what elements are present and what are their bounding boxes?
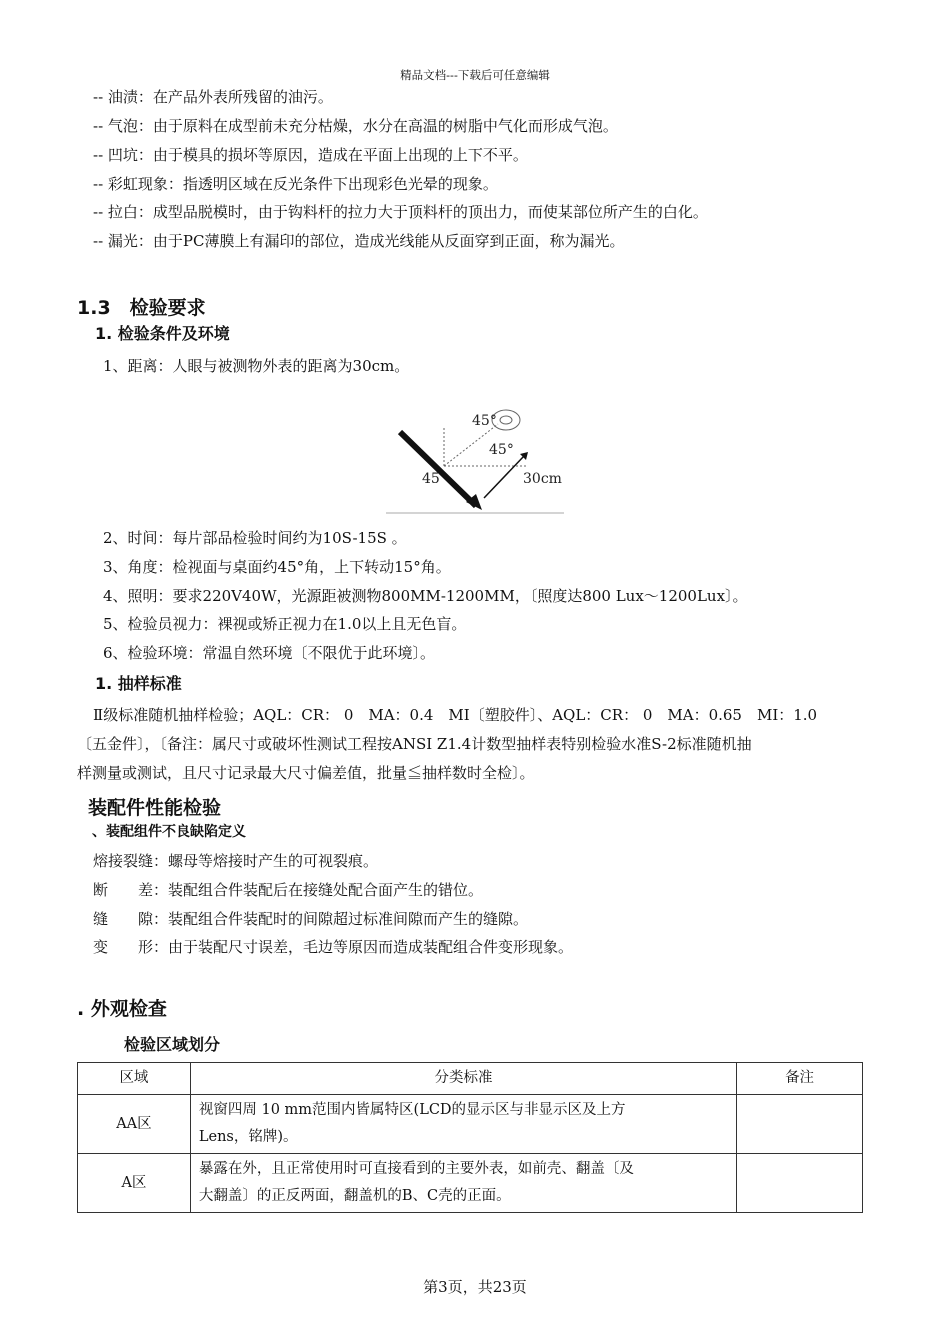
section-title: 1.3 检验要求 — [77, 297, 206, 319]
defect-line: -- 漏光：由于PC薄膜上有漏印的部位，造成光线能从反面穿到正面，称为漏光。 — [93, 232, 625, 250]
inspection-zone-table — [77, 1062, 863, 1213]
diagram-label-left: 45 — [422, 471, 440, 487]
table-row — [78, 1154, 863, 1213]
sampling-text: Ⅱ级标准随机抽样检验；AQL：CR： 0 MA：0.4 MI〔塑胶件〕、AQL：CR： 0 MA：0.65 MI：1.0 — [93, 706, 818, 724]
table-header-row — [78, 1063, 863, 1095]
zone-cell: A区 — [78, 1154, 191, 1213]
defect-line: -- 气泡：由于原料在成型前未充分枯燥，水分在高温的树脂中气化而形成气泡。 — [93, 117, 618, 135]
requirement-item: 1、距离：人眼与被测物外表的距离为30cm。 — [103, 357, 410, 375]
column-header-criteria: 分类标准 — [190, 1063, 736, 1095]
column-header-zone: 区域 — [78, 1063, 191, 1095]
page-footer: 第3页，共23页 — [423, 1278, 527, 1296]
table-row — [78, 1095, 863, 1154]
criteria-line: 暴露在外，且正常使用时可直接看到的主要外表，如前壳、翻盖〔及 — [198, 1161, 634, 1177]
column-header-note: 备注 — [737, 1063, 863, 1095]
requirement-item: 4、照明：要求220V40W，光源距被测物800MM-1200MM，〔照度达800 Lux～1200Lux〕。 — [103, 587, 748, 605]
criteria-line: Lens，铭牌)。 — [198, 1129, 298, 1145]
note-cell — [737, 1095, 863, 1154]
diagram-label-top: 45° — [472, 413, 497, 429]
diagram-label-distance: 30cm — [523, 471, 562, 487]
subsection-title: 1. 检验条件及环境 — [95, 324, 230, 343]
criteria-line: 大翻盖〕的正反两面，翻盖机的B、C壳的正面。 — [198, 1188, 511, 1204]
requirement-item: 3、角度：检视面与桌面约45°角，上下转动15°角。 — [103, 558, 451, 576]
criteria-cell — [190, 1095, 736, 1154]
subsection-title: 1. 抽样标准 — [95, 674, 182, 693]
assembly-defect: 断 差：装配组合件装配后在接缝处配合面产生的错位。 — [93, 881, 484, 899]
requirement-item: 5、检验员视力：裸视或矫正视力在1.0以上且无色盲。 — [103, 615, 467, 633]
section-title: 装配件性能检验 — [88, 797, 222, 819]
viewing-angle-diagram — [386, 398, 576, 518]
requirement-item: 2、时间：每片部品检验时间约为10S-15S 。 — [103, 529, 407, 547]
criteria-line: 视窗四周 10 mm范围内皆属特区(LCD的显示区与非显示区及上方 — [198, 1102, 626, 1118]
zone-cell: AA区 — [78, 1095, 191, 1154]
subsection-title: 、装配组件不良缺陷定义 — [92, 824, 246, 840]
subsection-title: 检验区域划分 — [124, 1035, 221, 1054]
section-title: . 外观检查 — [77, 998, 167, 1020]
sampling-text: 〔五金件〕，〔备注：属尺寸或破坏性测试工程按ANSI Z1.4计数型抽样表特别检验水准S-2标准随机抽 — [77, 735, 752, 753]
diagram-label-mid: 45° — [489, 442, 514, 458]
defect-line: -- 拉白：成型品脱模时，由于钩料杆的拉力大于顶料杆的顶出力，而使某部位所产生的白化。 — [93, 203, 708, 221]
note-cell — [737, 1154, 863, 1213]
assembly-defect: 熔接裂缝：螺母等熔接时产生的可视裂痕。 — [93, 852, 379, 870]
page-header: 精品文档---下载后可任意编辑 — [400, 68, 550, 82]
assembly-defect: 变 形：由于装配尺寸误差，毛边等原因而造成装配组合件变形现象。 — [93, 938, 574, 956]
sampling-text: 样测量或测试，且尺寸记录最大尺寸偏差值，批量≦抽样数时全检〕。 — [77, 764, 535, 782]
defect-line: -- 凹坑：由于模具的损坏等原因，造成在平面上出现的上下不平。 — [93, 146, 528, 164]
defect-line: -- 彩虹现象：指透明区域在反光条件下出现彩色光晕的现象。 — [93, 175, 498, 193]
criteria-cell — [190, 1154, 736, 1213]
defect-line: -- 油渍：在产品外表所残留的油污。 — [93, 88, 333, 106]
requirement-item: 6、检验环境：常温自然环境〔不限优于此环境〕。 — [103, 644, 436, 662]
assembly-defect: 缝 隙：装配组合件装配时的间隙超过标准间隙而产生的缝隙。 — [93, 910, 529, 928]
